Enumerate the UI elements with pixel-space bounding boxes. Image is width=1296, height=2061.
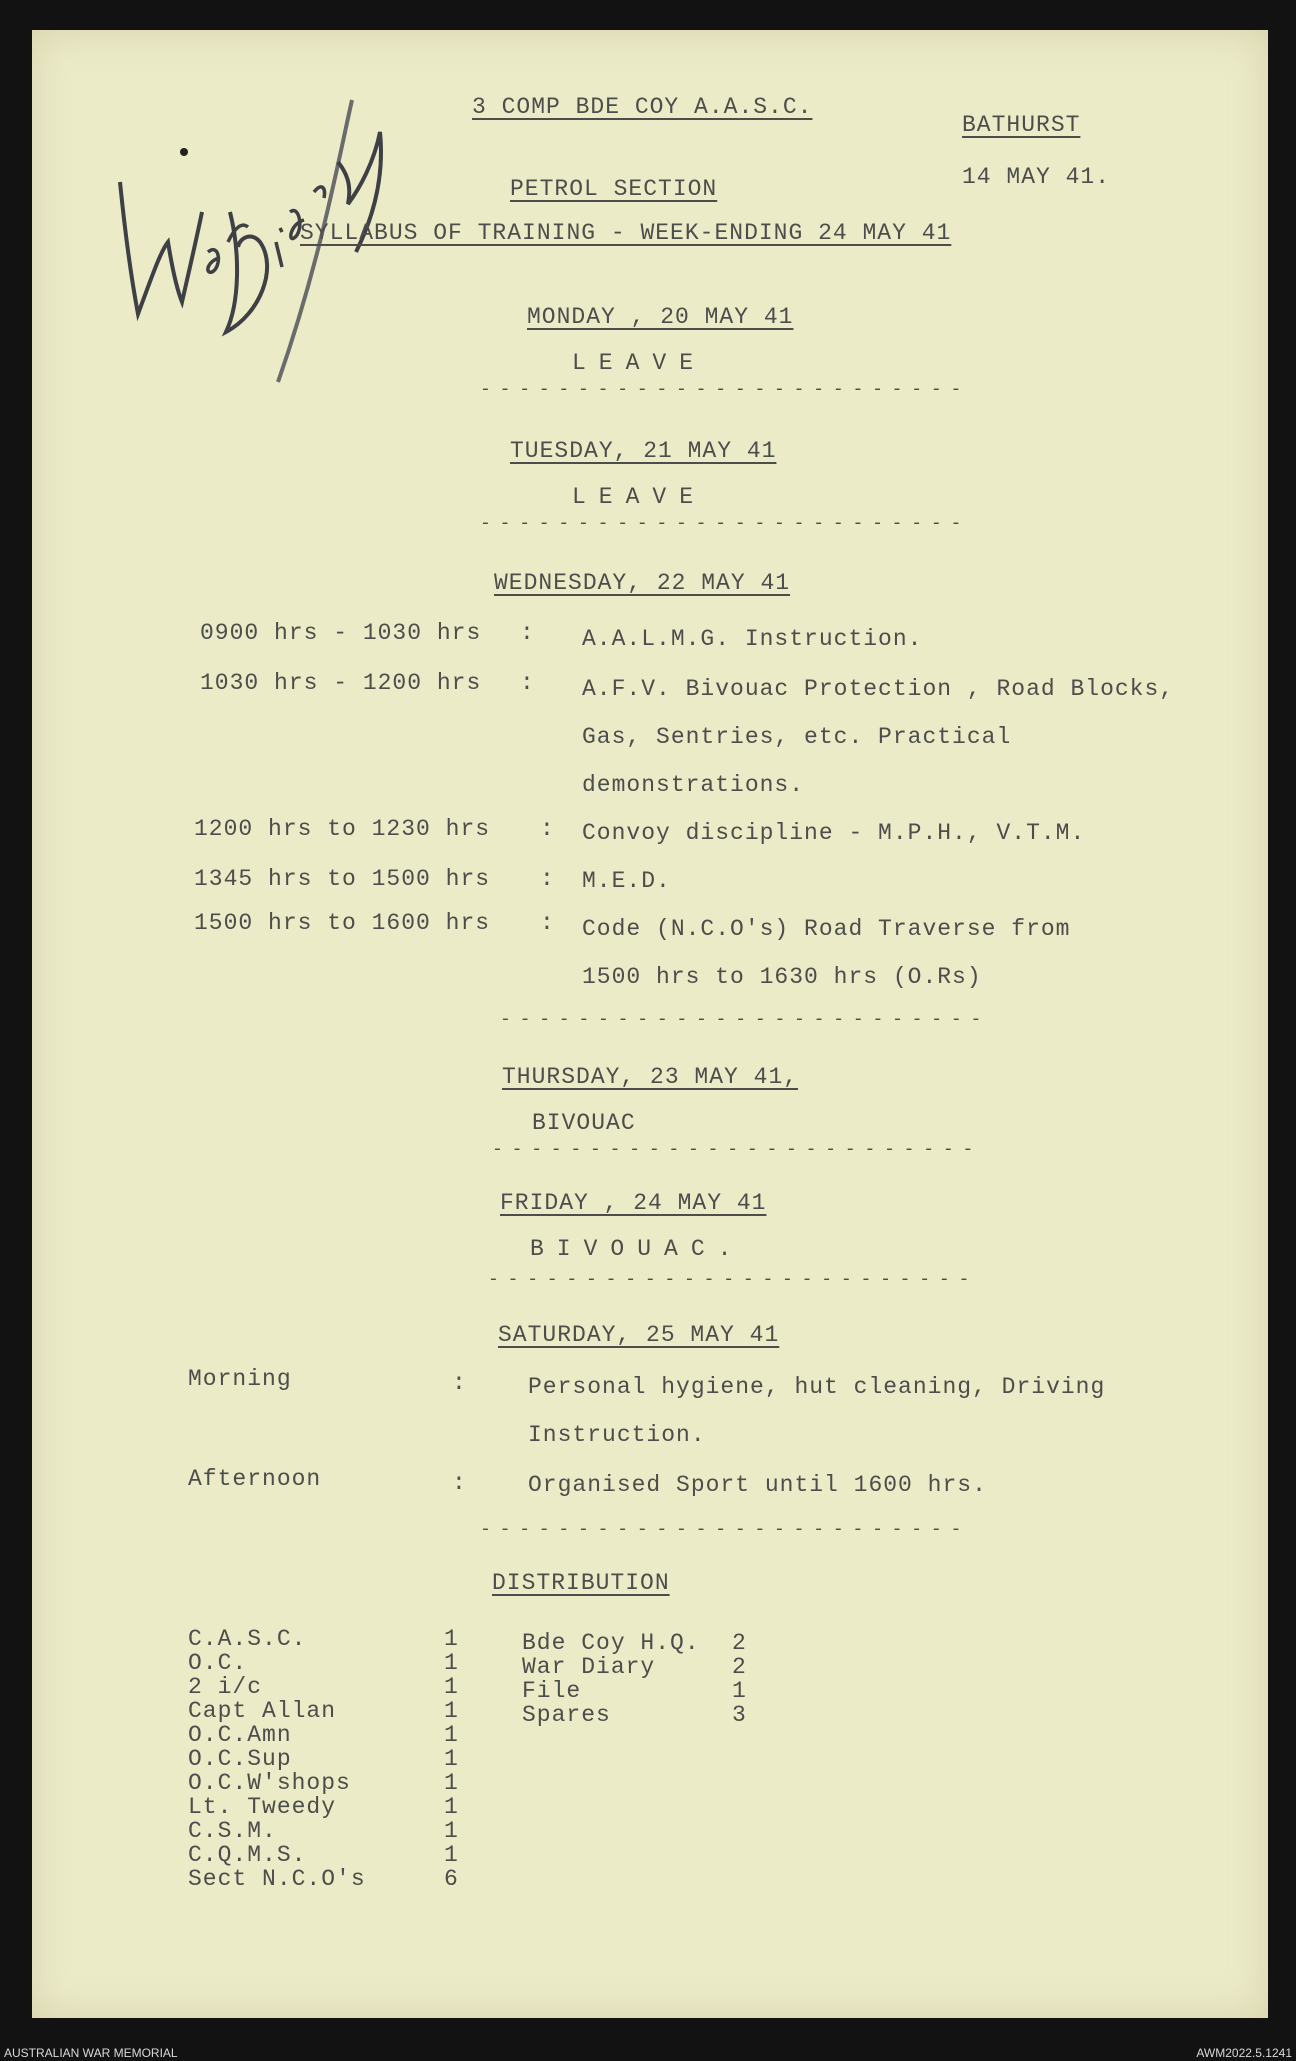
saturday-heading: SATURDAY, 25 MAY 41 [498, 1322, 780, 1348]
monday-activity: LEAVE [572, 350, 707, 376]
distribution-quantity: 1 [732, 1678, 747, 1704]
wednesday-heading: WEDNESDAY, 22 MAY 41 [494, 570, 791, 596]
monday-heading: MONDAY , 20 MAY 41 [527, 304, 794, 330]
friday-heading: FRIDAY , 24 MAY 41 [500, 1190, 767, 1216]
distribution-recipient: Lt. Tweedy [188, 1794, 337, 1820]
distribution-recipient: Bde Coy H.Q. [522, 1630, 700, 1656]
distribution-recipient: Spares [522, 1702, 611, 1728]
schedule-activity: Instruction. [528, 1422, 706, 1448]
distribution-quantity: 1 [444, 1698, 459, 1724]
distribution-quantity: 2 [732, 1654, 747, 1680]
distribution-recipient: O.C.W'shops [188, 1770, 351, 1796]
thursday-activity: BIVOUAC [532, 1110, 636, 1136]
schedule-activity: A.F.V. Bivouac Protection , Road Blocks, [582, 676, 1175, 702]
schedule-activity: 1500 hrs to 1630 hrs (O.Rs) [582, 964, 982, 990]
distribution-quantity: 1 [444, 1674, 459, 1700]
schedule-separator: : [520, 620, 535, 646]
distribution-quantity: 6 [444, 1866, 459, 1892]
tuesday-heading: TUESDAY, 21 MAY 41 [510, 438, 777, 464]
schedule-time: 1345 hrs to 1500 hrs [194, 866, 491, 892]
distribution-recipient: O.C. [188, 1650, 248, 1676]
schedule-activity: Personal hygiene, hut cleaning, Driving [528, 1374, 1106, 1400]
distribution-recipient: 2 i/c [188, 1674, 263, 1700]
distribution-recipient: Sect N.C.O's [188, 1866, 366, 1892]
schedule-activity: Organised Sport until 1600 hrs. [528, 1472, 987, 1498]
separator-line: - - - - - - - - - - - - - - - - - - - - - - - - - [480, 514, 961, 534]
distribution-quantity: 1 [444, 1842, 459, 1868]
distribution-quantity: 1 [444, 1722, 459, 1748]
tuesday-activity: LEAVE [572, 484, 707, 510]
distribution-quantity: 3 [732, 1702, 747, 1728]
distribution-recipient: War Diary [522, 1654, 656, 1680]
distribution-recipient: O.C.Sup [188, 1746, 292, 1772]
schedule-time: 0900 hrs - 1030 hrs [200, 620, 482, 646]
syllabus-title: SYLLABUS OF TRAINING - WEEK-ENDING 24 MAY 41 [300, 220, 952, 246]
schedule-separator: : [540, 910, 555, 936]
separator-line: - - - - - - - - - - - - - - - - - - - - - - - - - [480, 380, 961, 400]
separator-line: - - - - - - - - - - - - - - - - - - - - - - - - - [500, 1010, 981, 1030]
distribution-heading: DISTRIBUTION [492, 1570, 670, 1596]
distribution-quantity: 1 [444, 1770, 459, 1796]
distribution-quantity: 1 [444, 1746, 459, 1772]
schedule-time: Afternoon [188, 1466, 322, 1492]
location-label: BATHURST [962, 112, 1081, 138]
footer-credit: AUSTRALIAN WAR MEMORIAL [4, 2046, 178, 2060]
schedule-activity: Convoy discipline - M.P.H., V.T.M. [582, 820, 1086, 846]
schedule-activity: demonstrations. [582, 772, 805, 798]
distribution-quantity: 1 [444, 1794, 459, 1820]
distribution-quantity: 1 [444, 1650, 459, 1676]
distribution-quantity: 1 [444, 1626, 459, 1652]
unit-heading: 3 COMP BDE COY A.A.S.C. [472, 94, 813, 120]
distribution-quantity: 1 [444, 1818, 459, 1844]
schedule-time: 1500 hrs to 1600 hrs [194, 910, 491, 936]
separator-line: - - - - - - - - - - - - - - - - - - - - - - - - - [488, 1270, 969, 1290]
section-heading: PETROL SECTION [510, 176, 718, 202]
schedule-separator: : [520, 670, 535, 696]
distribution-recipient: C.Q.M.S. [188, 1842, 307, 1868]
distribution-recipient: C.A.S.C. [188, 1626, 307, 1652]
document-page [32, 30, 1268, 2018]
document-date: 14 MAY 41. [962, 164, 1111, 190]
schedule-separator: : [540, 816, 555, 842]
schedule-time: 1030 hrs - 1200 hrs [200, 670, 482, 696]
friday-activity: BIVOUAC. [530, 1236, 745, 1262]
separator-line: - - - - - - - - - - - - - - - - - - - - - - - - - [480, 1520, 961, 1540]
schedule-activity: Gas, Sentries, etc. Practical [582, 724, 1012, 750]
schedule-activity: A.A.L.M.G. Instruction. [582, 626, 923, 652]
schedule-time: 1200 hrs to 1230 hrs [194, 816, 491, 842]
schedule-activity: Code (N.C.O's) Road Traverse from [582, 916, 1071, 942]
schedule-separator: : [452, 1470, 467, 1496]
distribution-recipient: Capt Allan [188, 1698, 337, 1724]
schedule-separator: : [540, 866, 555, 892]
schedule-time: Morning [188, 1366, 292, 1392]
schedule-separator: : [452, 1370, 467, 1396]
distribution-recipient: C.S.M. [188, 1818, 277, 1844]
distribution-quantity: 2 [732, 1630, 747, 1656]
distribution-recipient: File [522, 1678, 582, 1704]
footer-reference: AWM2022.5.1241 [1196, 2046, 1292, 2060]
separator-line: - - - - - - - - - - - - - - - - - - - - - - - - - [492, 1140, 973, 1160]
thursday-heading: THURSDAY, 23 MAY 41, [502, 1064, 799, 1090]
schedule-activity: M.E.D. [582, 868, 671, 894]
distribution-recipient: O.C.Amn [188, 1722, 292, 1748]
